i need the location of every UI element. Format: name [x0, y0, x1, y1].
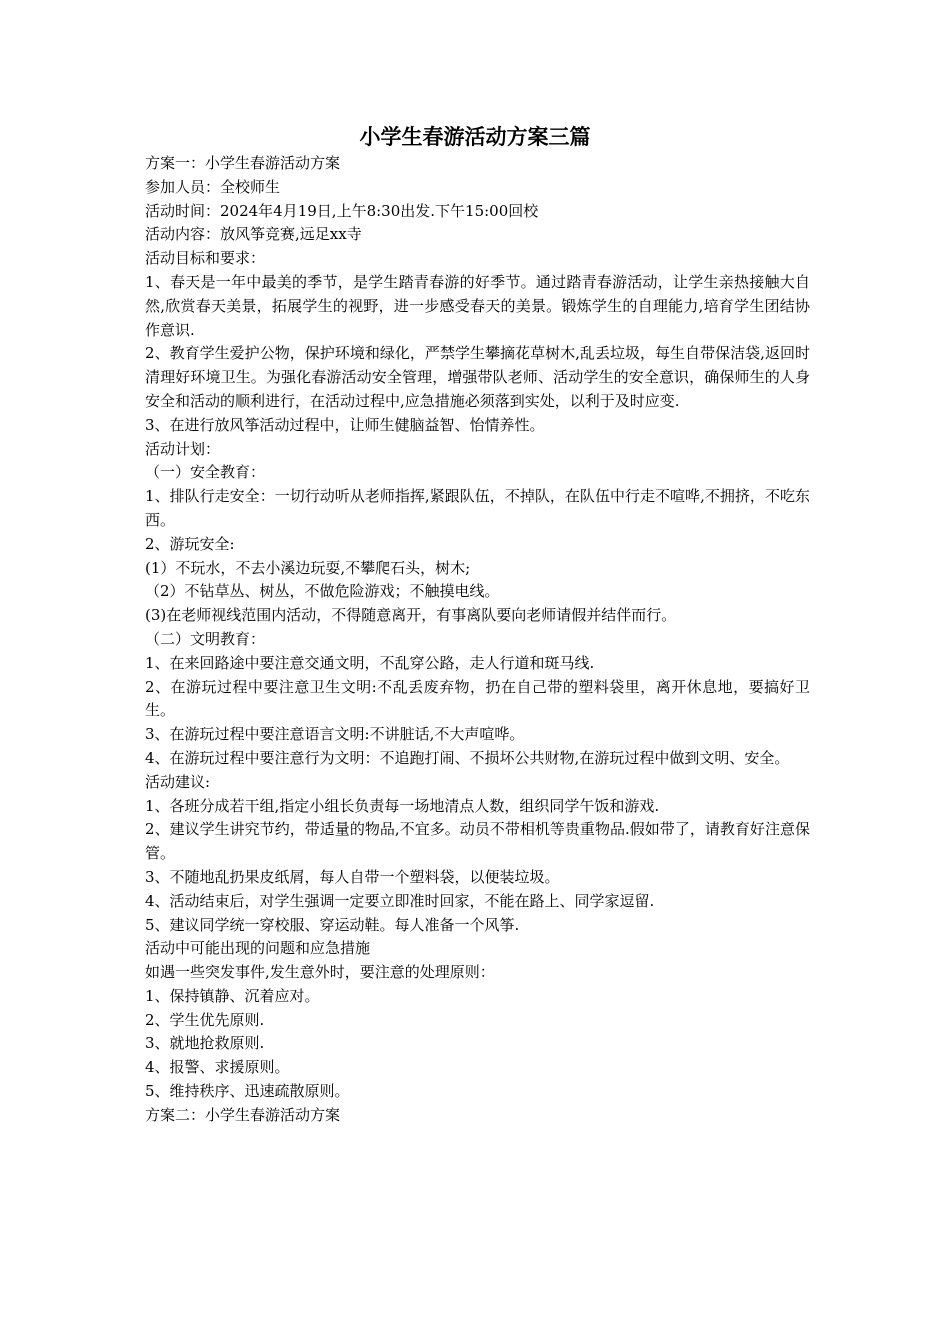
paragraph: 活动建议:	[145, 772, 211, 791]
paragraph: 1、排队行走安全：一切行动听从老师指挥,紧跟队伍，不掉队，在队伍中行走不喧哗,不拥挤，不吃东西。	[145, 487, 810, 529]
paragraph: 2、建议学生讲究节约，带适量的物品,不宜多。动员不带相机等贵重物品.假如带了，请教育好注意保管。	[145, 820, 810, 863]
paragraph: 参加人员：全校师生	[145, 177, 281, 196]
paragraph: 活动时间：2024年4月19日,上午8:30出发.下午15:00回校	[145, 201, 539, 220]
paragraph: (1）不玩水，不去小溪边玩耍,不攀爬石头，树木;	[145, 558, 471, 577]
paragraph: 1、春天是一年中最美的季节，是学生踏青春游的好季节。通过踏青春游活动，让学生亲热接触大自然,欣赏春天美景，拓展学生的视野，进一步感受春天的美景。锻炼学生的自理能力,培育学生团结协作意识.	[145, 272, 810, 339]
paragraph: 如遇一些突发事件,发生意外时，要注意的处理原则：	[145, 963, 495, 982]
paragraph: 活动中可能出现的问题和应急措施	[145, 939, 371, 958]
paragraph: 方案二：小学生春游活动方案	[145, 1105, 341, 1124]
paragraph: 3、不随地乱扔果皮纸屑，每人自带一个塑料袋，以便装垃圾。	[145, 867, 560, 886]
paragraph: （一）安全教育：	[145, 463, 266, 482]
paragraph: 2、在游玩过程中要注意卫生文明:不乱丢废弃物，扔在自己带的塑料袋里，离开休息地，要搞好卫生。	[145, 677, 810, 720]
paragraph: 方案一：小学生春游活动方案	[145, 154, 341, 172]
document-title: 小学生春游活动方案三篇	[359, 125, 591, 149]
paragraph: (3)在老师视线范围内活动，不得随意离开，有事离队要向老师请假并结伴而行。	[145, 606, 677, 625]
paragraph: 活动内容：放风筝竞赛,远足xx寺	[145, 225, 362, 244]
paragraph: 3、就地抢救原则.	[145, 1034, 265, 1053]
paragraph: 活动计划：	[145, 439, 221, 458]
paragraph: （二）文明教育：	[145, 629, 266, 648]
paragraph: 3、在进行放风筝活动过程中，让师生健脑益智、怡情养性。	[145, 415, 545, 434]
paragraph: 5、维持秩序、迅速疏散原则。	[145, 1082, 350, 1101]
paragraph: 1、保持镇静、沉着应对。	[145, 986, 320, 1005]
paragraph: 4、报警、求援原则。	[145, 1058, 290, 1077]
paragraph: 活动目标和要求：	[145, 249, 266, 268]
paragraph: 4、活动结束后，对学生强调一定要立即准时回家，不能在路上、同学家逗留.	[145, 891, 655, 910]
paragraph: 2、学生优先原则.	[145, 1010, 265, 1029]
paragraph: 2、教育学生爱护公物，保护环境和绿化，严禁学生攀摘花草树木,乱丢垃圾，每生自带保洁袋,返回时清理好环境卫生。为强化春游活动安全管理，增强带队老师、活动学生的安全意识，确保师生的人身安全和活动的顺利进行，在活动过程中,应急措施必须落到实处，以利于及时应变.	[145, 344, 810, 410]
document-body	[145, 152, 810, 1128]
paragraph: （2）不钻草丛、树丛，不做危险游戏；不触摸电线。	[145, 582, 500, 601]
paragraph: 4、在游玩过程中要注意行为文明：不追跑打闹、不损坏公共财物,在游玩过程中做到文明、安全。	[145, 748, 790, 767]
paragraph: 3、在游玩过程中要注意语言文明:不讲脏话,不大声喧哗。	[145, 725, 525, 744]
paragraph: 5、建议同学统一穿校服、穿运动鞋。每人准备一个风筝.	[145, 915, 520, 934]
paragraph: 1、在来回路途中要注意交通文明，不乱穿公路，走人行道和斑马线.	[145, 653, 595, 672]
paragraph: 2、游玩安全:	[145, 534, 235, 553]
paragraph: 1、各班分成若干组,指定小组长负责每一场地清点人数，组织同学午饭和游戏.	[145, 796, 660, 815]
